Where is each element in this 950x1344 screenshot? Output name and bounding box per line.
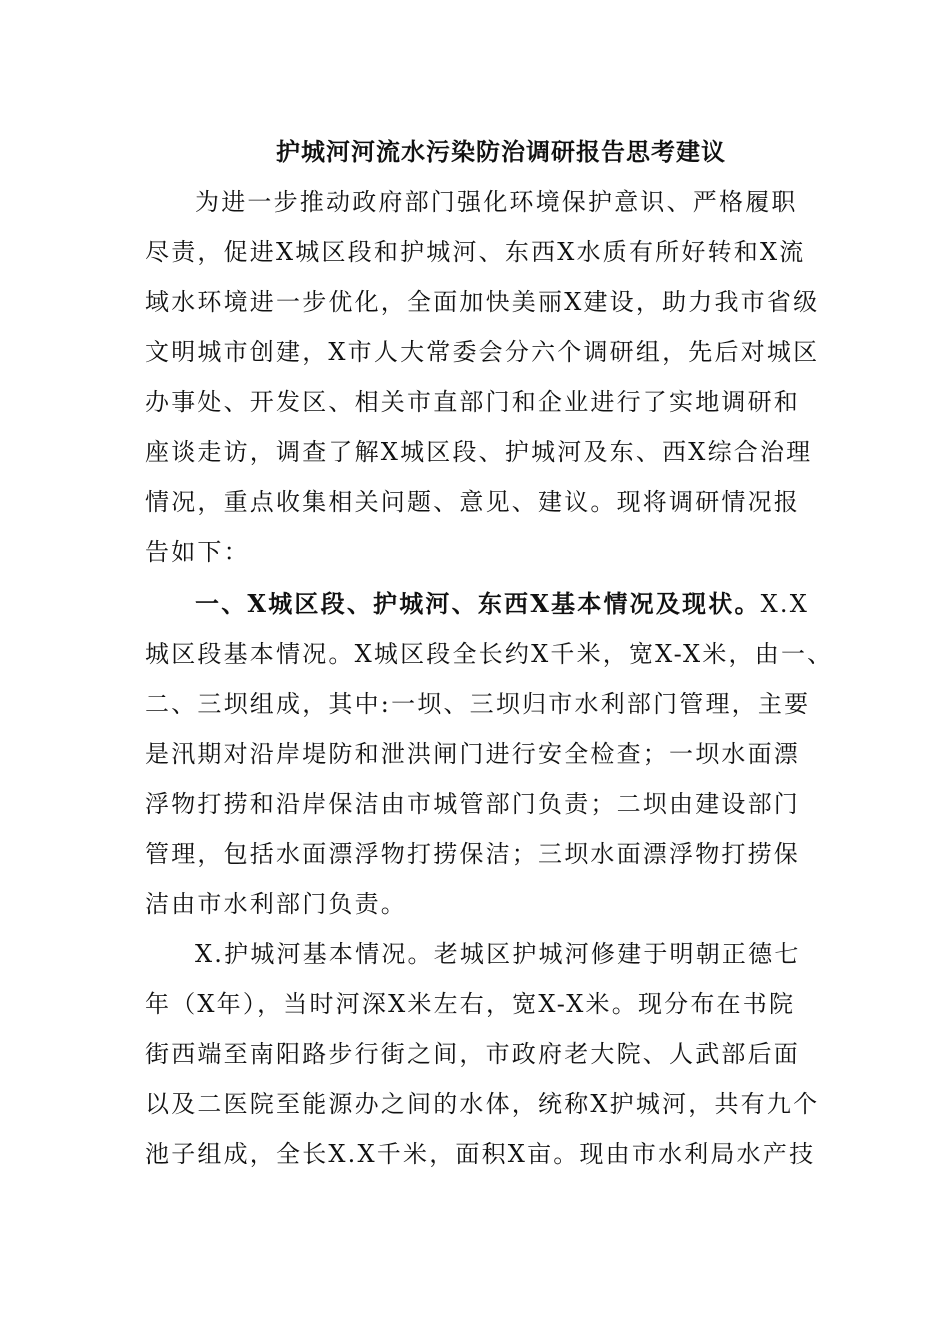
paragraph-line: 浮物打捞和沿岸保洁由市城管部门负责；二坝由建设部门 bbox=[145, 790, 800, 818]
document-title: 护城河河流水污染防治调研报告思考建议 bbox=[276, 137, 726, 166]
paragraph-line: 告如下： bbox=[145, 538, 250, 566]
paragraph-line: 洁由市水利部门负责。 bbox=[145, 890, 407, 918]
paragraph-line: 尽责，促进X城区段和护城河、东西X水质有所好转和X流 bbox=[145, 238, 806, 266]
paragraph-line: 年（X年），当时河深X米左右，宽X-X米。现分布在书院 bbox=[145, 990, 796, 1018]
paragraph-line: 座谈走访，调查了解X城区段、护城河及东、西X综合治理 bbox=[145, 438, 813, 466]
paragraph-line: 办事处、开发区、相关市直部门和企业进行了实地调研和 bbox=[145, 388, 800, 416]
paragraph-line: 是汛期对沿岸堤防和泄洪闸门进行安全检查；一坝水面漂 bbox=[145, 740, 800, 768]
paragraph-line: 池子组成，全长X.X千米，面积X亩。现由市水利局水产技 bbox=[145, 1140, 816, 1168]
section-heading: 一、X城区段、护城河、东西X基本情况及现状。 bbox=[195, 589, 761, 618]
paragraph-line: 二、三坝组成，其中:一坝、三坝归市水利部门管理，主要 bbox=[145, 690, 811, 718]
paragraph-line: 城区段基本情况。X城区段全长约X千米，宽X-X米，由一、 bbox=[145, 640, 834, 668]
paragraph-line: 为进一步推动政府部门强化环境保护意识、严格履职 bbox=[195, 188, 798, 216]
paragraph-line: X.护城河基本情况。老城区护城河修建于明朝正德七 bbox=[195, 940, 801, 968]
paragraph-line: 情况，重点收集相关问题、意见、建议。现将调研情况报 bbox=[145, 488, 800, 516]
paragraph-line: 以及二医院至能源办之间的水体，统称X护城河，共有九个 bbox=[145, 1090, 820, 1118]
paragraph-line: 域水环境进一步优化，全面加快美丽X建设，助力我市省级 bbox=[145, 288, 820, 316]
paragraph-line: 街西端至南阳路步行街之间，市政府老大院、人武部后面 bbox=[145, 1040, 800, 1068]
section-heading-rest: X.X bbox=[760, 590, 810, 618]
paragraph-line: 文明城市创建，X市人大常委会分六个调研组，先后对城区 bbox=[145, 338, 820, 366]
paragraph-line: 管理，包括水面漂浮物打捞保洁；三坝水面漂浮物打捞保 bbox=[145, 840, 800, 868]
section-heading-line bbox=[195, 584, 809, 624]
